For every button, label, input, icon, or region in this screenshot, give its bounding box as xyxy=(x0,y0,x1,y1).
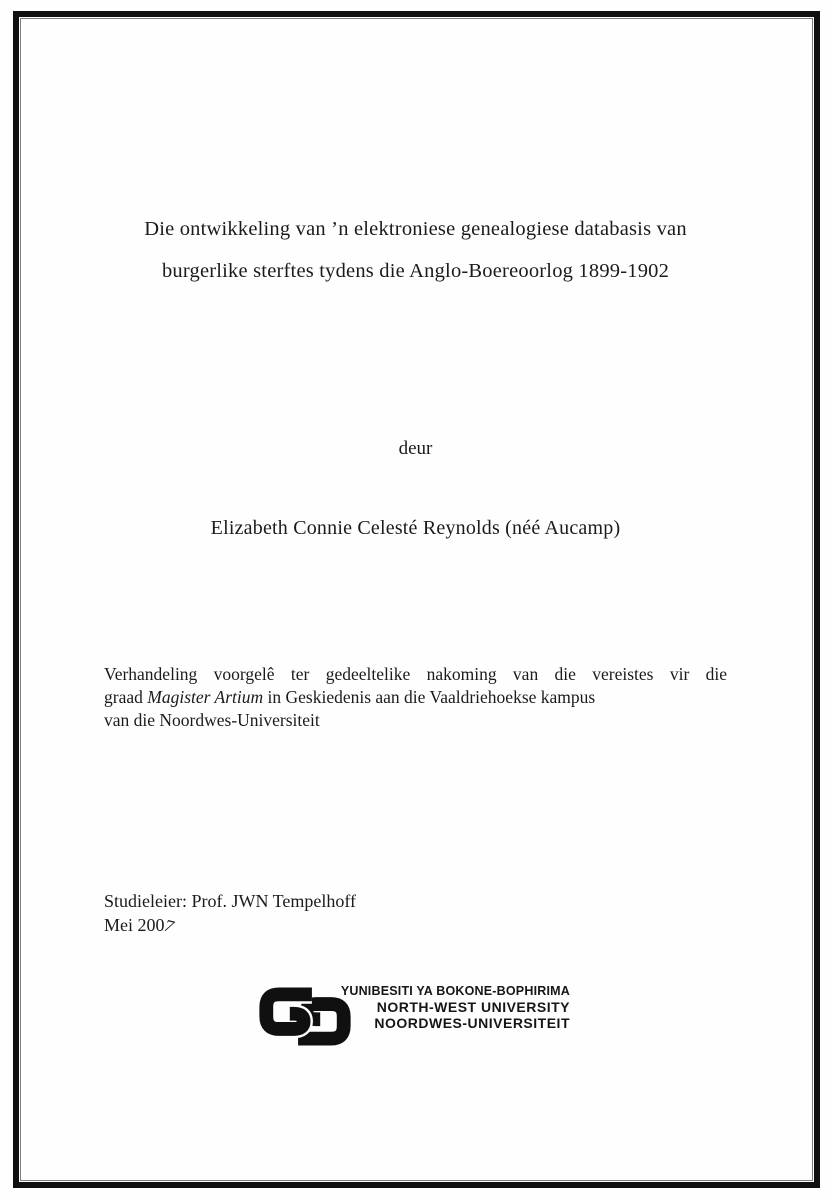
university-logo xyxy=(258,986,352,1052)
thesis-statement xyxy=(104,663,727,732)
supervisor-line: Studieleier: Prof. JWN Tempelhoff xyxy=(104,891,357,911)
statement-line-2 xyxy=(104,686,727,709)
nwu-interlocking-links-icon xyxy=(258,986,352,1047)
logo-line-afrikaans: NOORDWES-UNIVERSITEIT xyxy=(374,1015,570,1031)
statement-line-2-prefix: graad xyxy=(104,687,148,707)
supervisor-and-date xyxy=(104,889,356,937)
statement-line-2-suffix: in Geskiedenis aan die Vaaldriehoekse kampus xyxy=(263,687,596,707)
date-line xyxy=(104,913,356,937)
byline-label: deur xyxy=(398,438,433,459)
thesis-title-line-2: burgerlike sterftes tydens die Anglo-Boereoorlog 1899-1902 xyxy=(161,260,670,282)
author-name: Elizabeth Connie Celesté Reynolds (néé Aucamp) xyxy=(210,517,621,539)
statement-line-3: van die Noordwes-Universiteit xyxy=(104,710,320,730)
date-prefix: Mei 200 xyxy=(104,915,165,935)
thesis-title xyxy=(84,208,747,292)
degree-name-italic: Magister Artium xyxy=(147,687,264,707)
statement-line-1: Verhandeling voorgelê ter gedeeltelike nakoming van die vereistes vir die xyxy=(104,664,727,684)
logo-line-setswana: YUNIBESITI YA BOKONE-BOPHIRIMA xyxy=(340,984,570,998)
thesis-title-line-1: Die ontwikkeling van ’n elektroniese genealogiese databasis van xyxy=(144,218,687,240)
logo-line-english: NORTH-WEST UNIVERSITY xyxy=(376,999,570,1015)
university-logo-wordmark xyxy=(341,984,570,1031)
date-last-digit: 7 xyxy=(160,915,177,936)
